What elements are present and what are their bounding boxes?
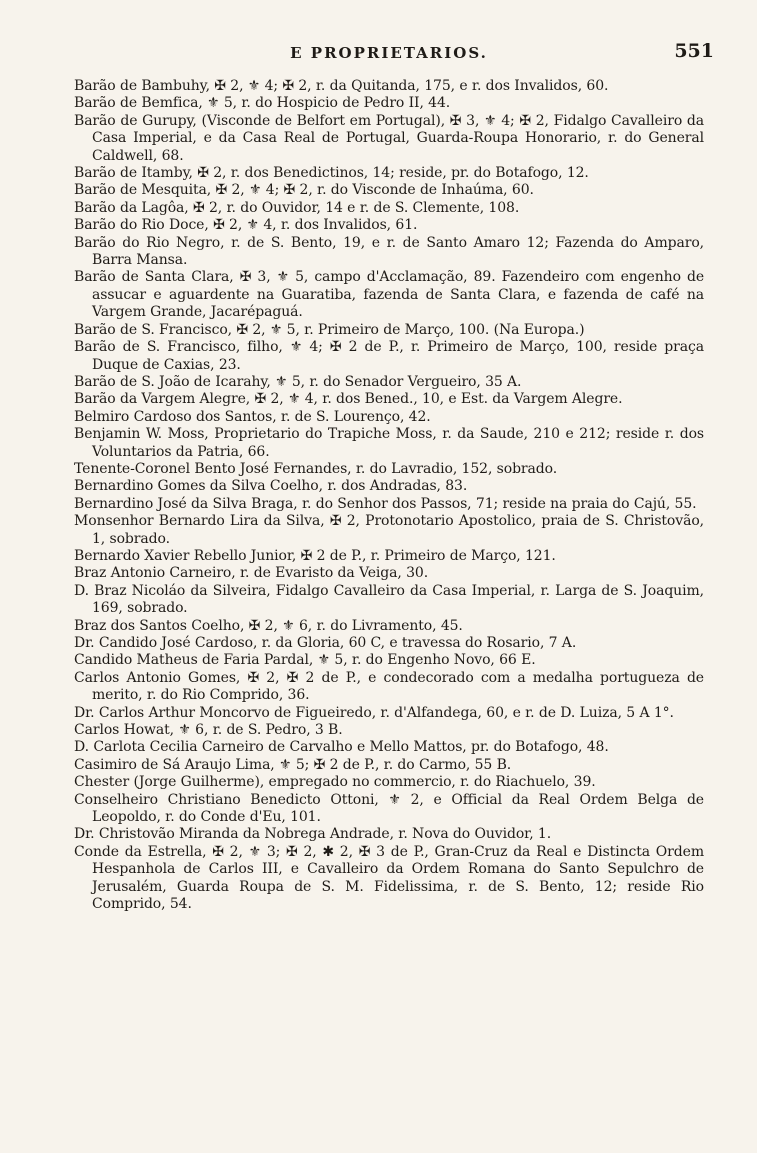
list-item: Dr. Carlos Arthur Moncorvo de Figueiredo, r. d'Alfandega, 60, e r. de D. Luiza, 5 A 1°.: [74, 704, 674, 721]
list-item: D. Carlota Cecilia Carneiro de Carvalho e Mello Mattos, pr. do Botafogo, 48.: [74, 739, 609, 756]
list-item: Conselheiro Christiano Benedicto Ottoni, ⚜ 2, e Official da Real Ordem Belga de Leopoldo, r. do Conde d'Eu, 101.: [74, 791, 704, 826]
list-item: Chester (Jorge Guilherme), empregado no commercio, r. do Riachuelo, 39.: [74, 774, 596, 791]
list-item: Monsenhor Bernardo Lira da Silva, ✠ 2, Protonotario Apostolico, praia de S. Christovão, 1, sobrado.: [74, 513, 704, 547]
list-item: Barão de Gurupy, (Visconde de Belfort em Portugal), ✠ 3, ⚜ 4; ✠ 2, Fidalgo Cavalleiro da Casa Imperial, e da Casa Real de Portugal, Guarda-Roupa Honorario, r. do General Caldwell, 68.: [74, 112, 704, 164]
list-item: Bernardo Xavier Rebello Junior, ✠ 2 de P., r. Primeiro de Março, 121.: [74, 547, 556, 564]
list-item: D. Braz Nicoláo da Silveira, Fidalgo Cavalleiro da Casa Imperial, r. Larga de S. Joaquim, 169, sobrado.: [74, 582, 704, 617]
list-item: Tenente-Coronel Bento José Fernandes, r. do Lavradio, 152, sobrado.: [74, 460, 558, 477]
list-item: Barão de Bemfica, ⚜ 5, r. do Hospicio de Pedro II, 44.: [74, 95, 451, 112]
entries-list: [74, 78, 704, 914]
list-item: Barão do Rio Doce, ✠ 2, ⚜ 4, r. dos Invalidos, 61.: [74, 217, 418, 234]
list-item: Bernardino Gomes da Silva Coelho, r. dos Andradas, 83.: [74, 478, 468, 495]
list-item: Bernardino José da Silva Braga, r. do Senhor dos Passos, 71; reside na praia do Cajú, 55.: [74, 495, 697, 512]
list-item: Braz dos Santos Coelho, ✠ 2, ⚜ 6, r. do Livramento, 45.: [74, 617, 463, 634]
list-item: Belmiro Cardoso dos Santos, r. de S. Lourenço, 42.: [74, 408, 431, 425]
list-item: Carlos Howat, ⚜ 6, r. de S. Pedro, 3 B.: [74, 722, 343, 739]
list-item: Benjamin W. Moss, Proprietario do Trapiche Moss, r. da Saude, 210 e 212; reside r. dos Voluntarios da Patria, 66.: [74, 426, 704, 460]
list-item: Conde da Estrella, ✠ 2, ⚜ 3; ✠ 2, ✱ 2, ✠ 3 de P., Gran-Cruz da Real e Distincta Ordem Hespanhola de Carlos III, e Cavalleiro da Ordem Romana do Santo Sepulchro de Jerusalém, Guarda Roupa de S. M. Fidelissima, r. de S. Bento, 12; reside Rio Comprido, 54.: [74, 843, 704, 913]
list-item: Barão de S. Francisco, ✠ 2, ⚜ 5, r. Primeiro de Março, 100. (Na Europa.): [74, 321, 585, 338]
page-header: [74, 40, 714, 74]
list-item: Barão de S. João de Icarahy, ⚜ 5, r. do Senador Vergueiro, 35 A.: [74, 373, 522, 390]
list-item: Dr. Candido José Cardoso, r. da Gloria, 60 C, e travessa do Rosario, 7 A.: [74, 635, 577, 651]
list-item: Barão de S. Francisco, filho, ⚜ 4; ✠ 2 de P., r. Primeiro de Março, 100, reside praça Duque de Caxias, 23.: [74, 339, 704, 373]
page-title: E PROPRIETARIOS.: [290, 44, 488, 62]
list-item: Barão da Vargem Alegre, ✠ 2, ⚜ 4, r. dos Bened., 10, e Est. da Vargem Alegre.: [74, 391, 623, 408]
list-item: Barão de Bambuhy, ✠ 2, ⚜ 4; ✠ 2, r. da Quitanda, 175, e r. dos Invalidos, 60.: [74, 78, 609, 94]
list-item: Barão de Santa Clara, ✠ 3, ⚜ 5, campo d'Acclamação, 89. Fazendeiro com engenho de assucar e aguardente na Guaratiba, fazenda de Santa Clara, e fazenda de café na Vargem Grande, Jacarépaguá.: [74, 269, 704, 321]
list-item: Barão da Lagôa, ✠ 2, r. do Ouvidor, 14 e r. de S. Clemente, 108.: [74, 199, 520, 216]
directory-page: [74, 40, 714, 914]
list-item: Candido Matheus de Faria Pardal, ⚜ 5, r. do Engenho Novo, 66 E.: [74, 652, 536, 669]
list-item: Carlos Antonio Gomes, ✠ 2, ✠ 2 de P., e condecorado com a medalha portugueza de merito, r. do Rio Comprido, 36.: [74, 669, 704, 704]
list-item: Braz Antonio Carneiro, r. de Evaristo da Veiga, 30.: [74, 565, 429, 582]
page-number: 551: [674, 40, 714, 62]
list-item: Dr. Christovão Miranda da Nobrega Andrade, r. Nova do Ouvidor, 1.: [74, 826, 552, 843]
list-item: Barão de Itamby, ✠ 2, r. dos Benedictinos, 14; reside, pr. do Botafogo, 12.: [74, 165, 589, 182]
list-item: Barão de Mesquita, ✠ 2, ⚜ 4; ✠ 2, r. do Visconde de Inhaúma, 60.: [74, 182, 534, 199]
list-item: Casimiro de Sá Araujo Lima, ⚜ 5; ✠ 2 de P., r. do Carmo, 55 B.: [74, 756, 512, 773]
list-item: Barão do Rio Negro, r. de S. Bento, 19, e r. de Santo Amaro 12; Fazenda do Amparo, Barra Mansa.: [74, 234, 704, 269]
